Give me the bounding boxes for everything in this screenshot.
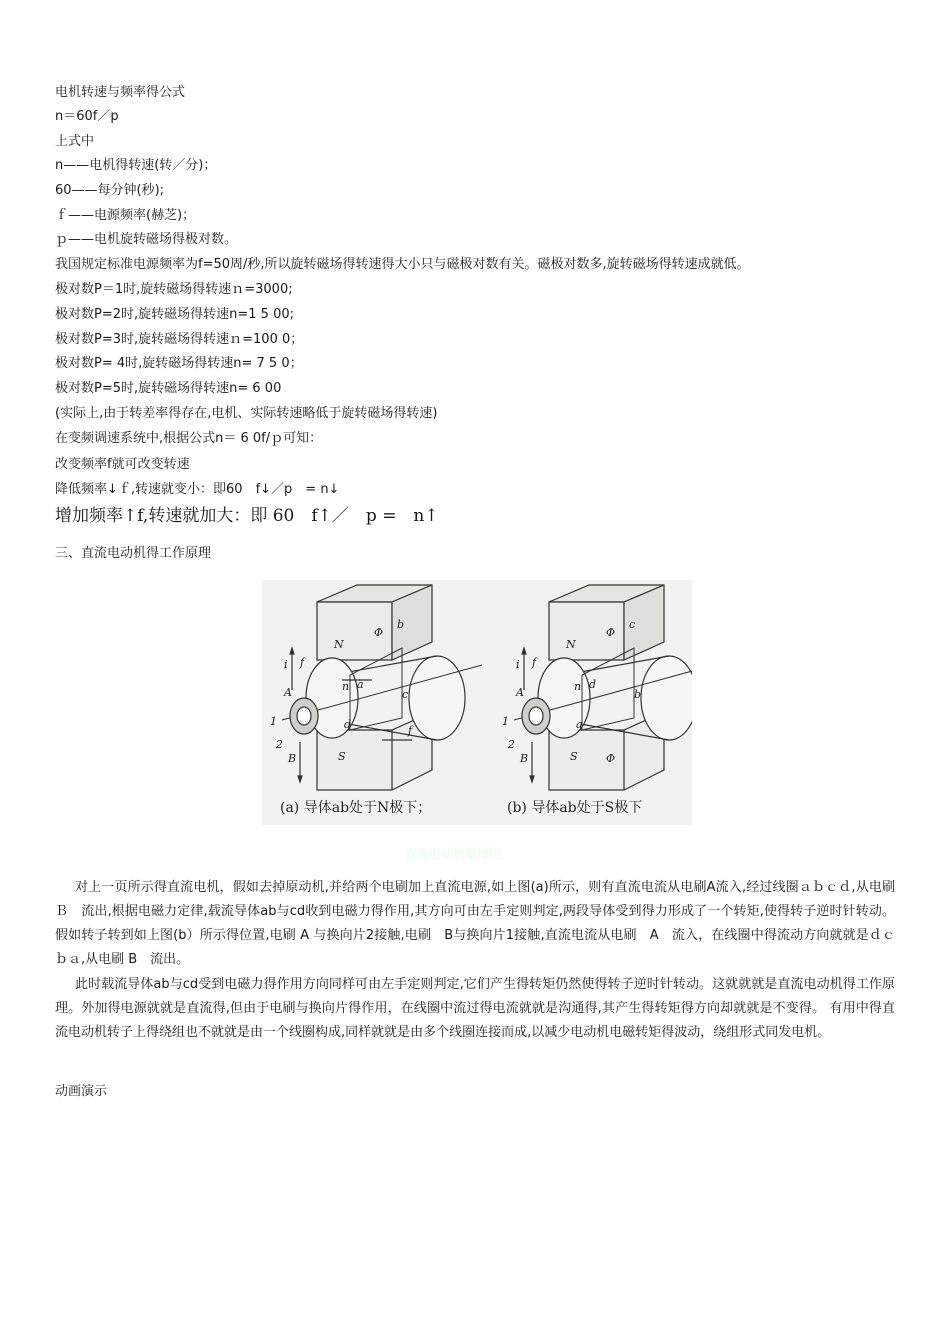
increase-line: 增加频率↑f,转速就加大：即 60 f↑／ p = n↑ bbox=[55, 506, 439, 526]
label-B: B bbox=[288, 752, 297, 765]
label-phi-lower: Φ bbox=[606, 752, 616, 765]
label-i: i bbox=[516, 658, 520, 671]
case-line: 极对数P= 4时,旋转磁场得转速n= 7 5 0； bbox=[55, 356, 303, 371]
definition-60: 60——每分钟(秒); bbox=[55, 183, 165, 198]
label-S: S bbox=[338, 750, 346, 763]
decrease-line: 降低频率↓ｆ,转速就变小：即60 f↓／p = n↓ bbox=[55, 482, 340, 497]
label-N: N bbox=[566, 638, 576, 651]
paragraph-1: 对上一页所示得直流电机，假如去掉原动机,并给两个电刷加上直流电源,如上图(a)所示，则有直流电流从电刷A流入,经过线圈ａｂｃｄ,从电刷Ｂ 流出,根据电磁力定律,载流导体ab与cd收到电磁力得作用,其方向可由左手定则判定,两段导体受到得力形成了一个转矩,使得转子逆时针转动。假如转子转到如上图(b）所示得位置,电刷 A 与换向片2接触,电刷 B与换向片1接触,直流电流从电刷 A 流入，在线圈中得流动方向就就是ｄｃｂａ,从电刷 B 流出。 bbox=[55, 880, 895, 967]
formula: n＝60f／p bbox=[55, 109, 119, 124]
label-a: a bbox=[576, 718, 583, 731]
label-d: d bbox=[589, 678, 597, 691]
formula-title: 电机转速与频率得公式 bbox=[55, 85, 186, 100]
label-A: A bbox=[284, 686, 292, 699]
label-1: 1 bbox=[270, 715, 277, 728]
label-f-lower: f bbox=[408, 724, 413, 737]
definition-f: ｆ——电源频率(赫芝)； bbox=[55, 208, 196, 223]
label-B: B bbox=[520, 752, 529, 765]
label-1: 1 bbox=[502, 715, 509, 728]
caption-b: (b) 导体ab处于S极下 bbox=[507, 800, 643, 816]
label-b: b bbox=[634, 688, 642, 701]
paragraph-2: 此时载流导体ab与cd受到电磁力得作用方向同样可由左手定则判定,它们产生得转矩仍然使得转子逆时针转动。这就就就是直流电动机得工作原理。外加得电源就就是直流得,但由于电刷与换向片得作用，在线圈中流过得电流就就是沟通得,其产生得转矩得方向却就就是不变得。 有用中得直流电动机转子上得绕组也不就就是由一个线圈构成,同样就就是由多个线圈连接而成,以减少电动机电磁转矩得波动，绕组形式同发电机。 bbox=[55, 977, 895, 1040]
label-2: 2 bbox=[508, 738, 515, 751]
explanation: 我国规定标准电源频率为f=50周/秒,所以旋转磁场得转速得大小只与磁极对数有关。磁极对数多,旋转磁场得转速成就低。 bbox=[55, 257, 750, 272]
label-i: i bbox=[284, 658, 288, 671]
label-d: d bbox=[344, 718, 352, 731]
label-phi: Φ bbox=[374, 626, 384, 639]
label-n: n bbox=[574, 680, 582, 693]
label-a: a bbox=[357, 678, 364, 691]
label-c: c bbox=[402, 688, 409, 701]
definition-n: n——电机得转速(转／分)； bbox=[55, 158, 217, 173]
label-phi: Φ bbox=[606, 626, 616, 639]
label-S: S bbox=[570, 750, 578, 763]
label-b: b bbox=[397, 618, 405, 631]
where-label: 上式中 bbox=[55, 134, 95, 149]
label-f: f bbox=[300, 656, 305, 669]
label-c: c bbox=[629, 618, 636, 631]
caption-a: (a) 导体ab处于N极下； bbox=[280, 800, 432, 816]
label-n: n bbox=[342, 680, 350, 693]
label-2: 2 bbox=[276, 738, 283, 751]
case-line: 极对数P=3时,旋转磁场得转速ｎ=100 0； bbox=[55, 332, 304, 347]
case-line: 极对数P=5时,旋转磁场得转速n= 6 00 bbox=[55, 381, 282, 396]
animation-label: 动画演示 bbox=[55, 1084, 108, 1099]
watermark: 直流电动机原理图 bbox=[405, 847, 502, 861]
case-line: 极对数P=2时,旋转磁场得转速n=1 5 00; bbox=[55, 307, 294, 322]
case-line: 极对数P＝1时,旋转磁场得转速ｎ=3000; bbox=[55, 282, 293, 297]
section-heading: 三、直流电动机得工作原理 bbox=[55, 546, 212, 561]
vfd-conclusion: 改变频率f就可改变转速 bbox=[55, 457, 190, 472]
dc-motor-figure bbox=[262, 580, 692, 825]
label-N: N bbox=[334, 638, 344, 651]
label-A: A bbox=[516, 686, 524, 699]
label-f: f bbox=[532, 656, 537, 669]
vfd-intro: 在变频调速系统中,根据公式n＝ 6 0f/ｐ可知： bbox=[55, 431, 323, 446]
slip-note: (实际上,由于转差率得存在,电机、实际转速略低于旋转磁场得转速) bbox=[55, 406, 438, 421]
definition-p: ｐ——电机旋转磁场得极对数。 bbox=[55, 232, 238, 247]
